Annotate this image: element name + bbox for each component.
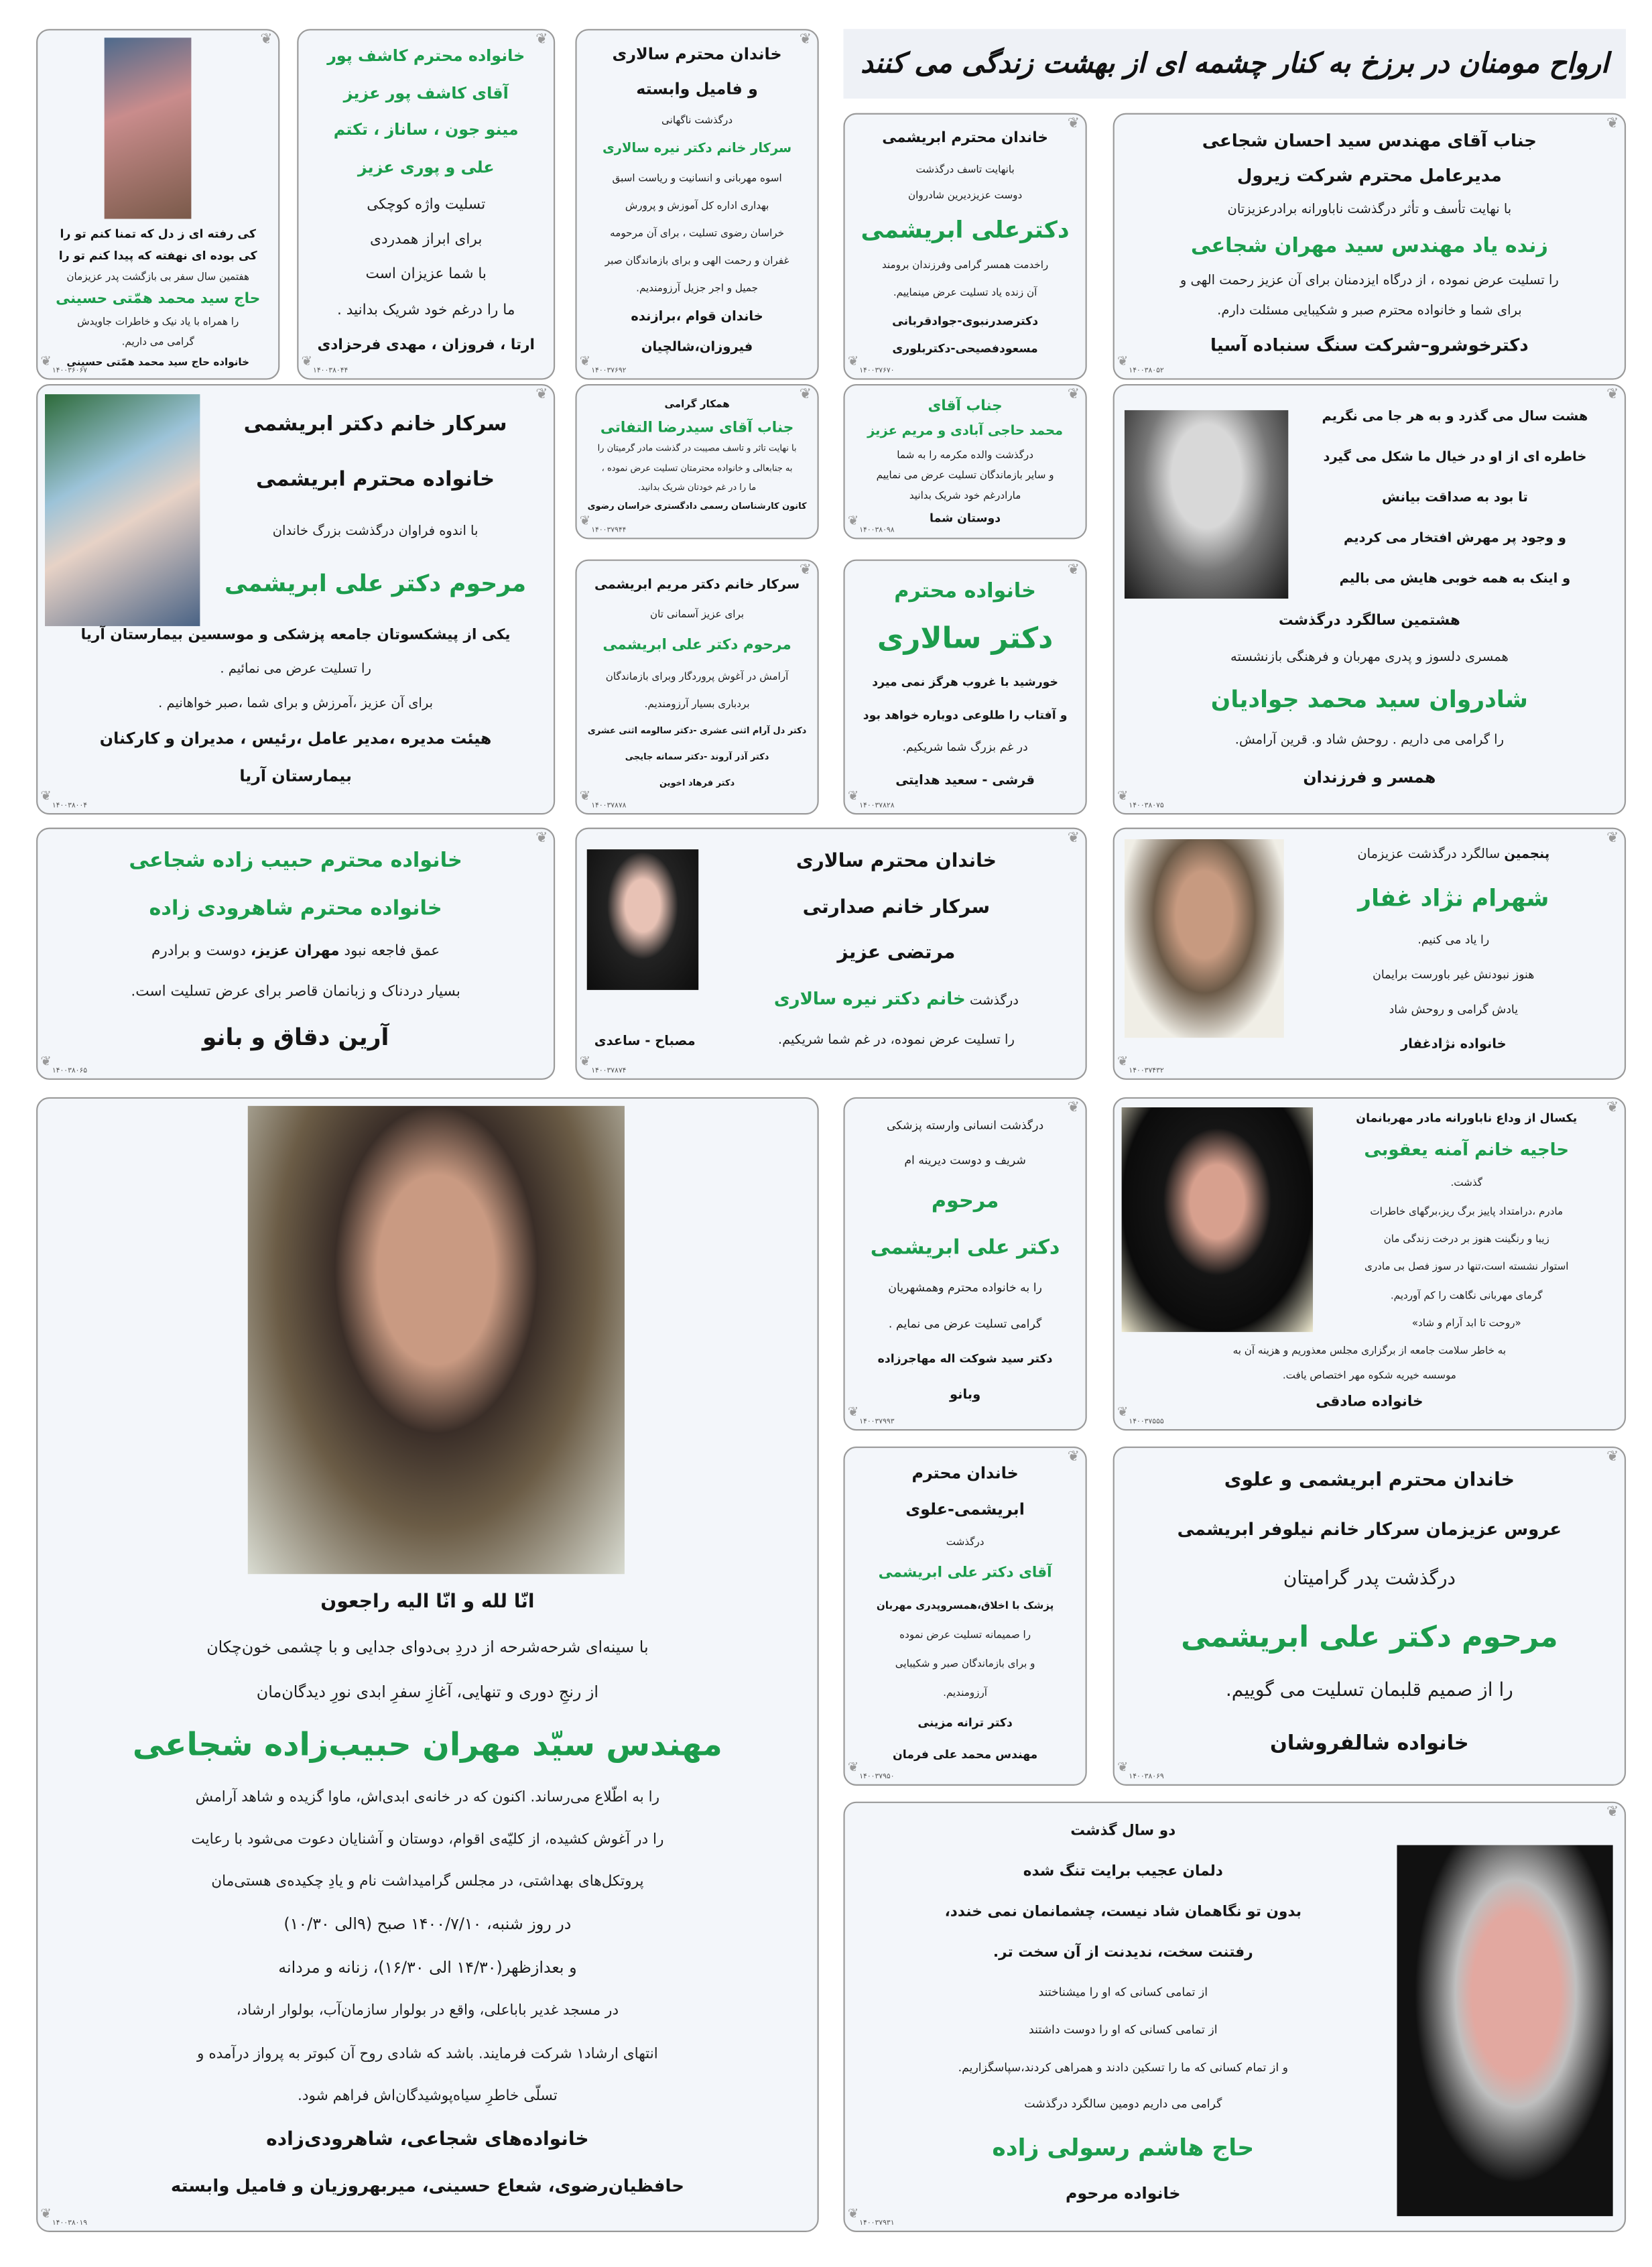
notice-nejadghaffar — [1113, 828, 1626, 1080]
deceased-name: سرکار خانم دکتر نیره سالاری — [602, 142, 792, 158]
notice-line: برای آن عزیز ،آمرزش و برای شما ،صبر خواهانیم . — [158, 696, 434, 711]
deceased-name: مرحوم — [931, 1190, 999, 1213]
notice-daghagh — [36, 828, 555, 1080]
notice-line: ما را در غم خودتان شریک بدانید. — [637, 482, 757, 493]
ad-code: ۱۴۰۰۳۷۹۵۰ — [859, 1772, 895, 1782]
notice-abrishami-1 — [843, 113, 1086, 380]
ad-code: ۱۴۰۰۳۷۸۷۸ — [591, 801, 627, 810]
notice-title: علی و پوری عزیز — [357, 158, 495, 177]
notice-line: را تسلیت عرض نموده ، از درگاه ایزدمنان برای آن عزیز رحمت الهی و — [1180, 273, 1559, 288]
notice-line: همسری دلسوز و پدری مهربان و فرهنگی بازنشسته — [1230, 650, 1509, 666]
notice-line: تسلّی خاطرِ سیاه‌پوشیدگان‌اش فراهم شود. — [297, 2088, 558, 2104]
deceased-name: مرحوم دکتر علی ابریشمی — [224, 570, 527, 598]
ornament-icon: ❦ — [847, 1406, 859, 1421]
ornament-icon: ❦ — [1067, 1449, 1080, 1466]
signature: همسر و فرزندان — [1303, 768, 1436, 788]
deceased-name: حاجیه خانم آمنه یعقوبی — [1364, 1139, 1570, 1160]
ornament-icon: ❦ — [1067, 830, 1080, 847]
signature: دکتر دل آرام اثنی عشری -دکتر سالومه اثنی عشری — [587, 725, 807, 736]
notice-title: انّا لله و انّا الیه راجعون — [320, 1591, 535, 1613]
ad-code: ۱۴۰۰۳۸۰۶۵ — [52, 1066, 88, 1076]
notice-title: سرکار خانم صدارتی — [802, 897, 991, 919]
notice-line: را گرامی می داریم . روحش شاد و. قرین آرامش. — [1234, 734, 1504, 749]
notice-title: خانواده محترم شاهرودی زاده — [149, 897, 442, 920]
notice-title: مرتضی عزیز — [837, 942, 956, 965]
ornament-icon: ❦ — [40, 2207, 52, 2222]
ornament-icon: ❦ — [40, 1055, 52, 1070]
ad-code: ۱۴۰۰۳۷۸۲۸ — [859, 801, 895, 810]
signature: دکتر آذر آروند -دکتر سمانه جایجی — [625, 752, 769, 763]
deceased-photo — [1397, 1845, 1612, 2217]
notice-title: جناب آقای سیدرضا التفاتی — [600, 420, 794, 436]
notice-shalforoushan — [1113, 1447, 1626, 1786]
poem-line: و اینک به همه خوبی هایش می بالیم — [1339, 572, 1571, 587]
signature: دکترخوشرو–شرکت سنگ سنباده آسیا — [1210, 334, 1529, 355]
notice-line: یادش گرامی و روحش شاد — [1389, 1003, 1519, 1017]
notice-line: برای عزیز آسمانی تان — [650, 609, 745, 621]
notice-hemmati — [36, 29, 279, 379]
ad-code: ۱۴۰۰۳۷۹۴۴ — [591, 526, 627, 535]
ad-code: ۱۴۰۰۳۸۰۵۲ — [1129, 367, 1164, 376]
ad-code: ۱۴۰۰۳۸۰۶۹ — [1129, 1772, 1164, 1782]
notice-line: موسسه خیریه شکوه مهر اختصاص یافت. — [1282, 1369, 1456, 1382]
notice-line — [1357, 849, 1549, 863]
notice-line: و از تمام کسانی که ما را تسکین دادند و همراهی کردند،سپاسگزاریم. — [958, 2061, 1288, 2074]
poem-line: بدون تو نگاهمان شاد نیست، چشمانمان نمی خندد، — [944, 1904, 1301, 1921]
notice-mehran-shojaei — [36, 1097, 819, 2232]
deceased-name: مهندس سیّد مهران حبیب‌زاده شجاعی — [132, 1727, 722, 1764]
notice-javadian — [1113, 384, 1626, 814]
ornament-icon: ❦ — [1606, 115, 1619, 132]
notice-line: به جنابعالی و خانواده محترمتان تسلیت عرض نموده ، — [601, 463, 793, 474]
signature: خانواده شالفروشان — [1269, 1731, 1469, 1756]
signature: کانون کارشناسان رسمی دادگستری خراسان رضوی — [587, 501, 807, 512]
signature: حافظیان‌رضوی، شعاع حسینی، میربهروزیان و فامیل وابسته — [170, 2176, 684, 2197]
notice-eltefati — [575, 384, 818, 539]
notice-title: خانواده محترم — [894, 579, 1037, 603]
notice-line: هنوز نبودنش غیر باورست برایمان — [1373, 968, 1535, 981]
notice-line: برای ابراز همدردی — [370, 231, 483, 248]
notice-title: خاندان محترم — [911, 1463, 1019, 1483]
ornament-icon: ❦ — [1067, 115, 1080, 132]
poem-line: خاطره ای از او در خیال ما شکل می گیرد — [1323, 450, 1587, 465]
notice-line: هشتمین سالگرد درگذشت — [1278, 613, 1460, 629]
signature: دکترصدرنبوی-جوادقربانی — [892, 314, 1039, 327]
poem-line: تا بود به صداقت بیانش — [1382, 491, 1528, 506]
ornament-icon: ❦ — [1117, 790, 1129, 805]
deceased-photo — [1122, 1107, 1313, 1332]
ceremony-time: و بعدازظهر(۱۴/۳۰ الی ۱۶/۳۰)، زنانه و مردانه — [278, 1958, 577, 1977]
text-fragment: دوست و برادرم — [151, 944, 251, 961]
notice-line: گرامی می داریم. — [121, 336, 194, 349]
signature: خانواده نژادغفار — [1400, 1038, 1507, 1053]
notice-title: خانواده محترم ابریشمی — [256, 469, 495, 493]
signature: دکتر فرهاد اخوین — [659, 778, 735, 789]
page-header-banner — [843, 29, 1626, 99]
notice-line: به خاطر سلامت جامعه از برگزاری مجلس معذوریم و هزینه آن به — [1232, 1344, 1507, 1356]
notice-title: سرکار خانم دکتر ابریشمی — [243, 413, 507, 437]
notice-title: ابریشمی-علوی — [905, 1499, 1025, 1519]
notice-yaghoubi — [1113, 1097, 1626, 1430]
poem-line: زیبا و رنگینت هنوز بر درخت زندگی مان — [1383, 1233, 1549, 1245]
ornament-icon: ❦ — [260, 32, 273, 48]
notice-line: مارادرغم خود شریک بدانید — [909, 490, 1021, 502]
notice-line: برای شما و خانواده محترم صبر و شکیبایی مسئلت دارم. — [1217, 304, 1522, 320]
notice-line: درگذشت ناگهانی — [661, 115, 733, 127]
notice-title: خاندان محترم ابریشمی — [882, 131, 1049, 147]
ornament-icon: ❦ — [1606, 1449, 1619, 1466]
notice-line — [774, 990, 1019, 1010]
name-fragment: مهران عزیز، — [250, 944, 340, 961]
ad-code: ۱۴۰۰۳۷۸۷۴ — [591, 1066, 627, 1076]
ornament-icon: ❦ — [579, 355, 591, 370]
notice-line: را یاد می کنیم. — [1417, 933, 1490, 946]
deceased-name: خانم دکتر نیره سالاری — [773, 988, 966, 1009]
notice-line: تسلیت واژه کوچکی — [367, 196, 486, 212]
notice-line: پزشک با اخلاق،همسروپدری مهربان — [876, 1600, 1054, 1612]
signature: مسعودفصیحی-دکتربلوری — [892, 343, 1038, 356]
notice-title: و فامیل وابسته — [636, 79, 758, 99]
ad-code: ۱۴۰۰۳۶۰۶۷ — [52, 367, 88, 376]
notice-line: را تسلیت عرض نموده، در غم شما شریکیم. — [777, 1034, 1015, 1049]
notice-line: از تمامی کسانی که او را میشناختند — [1038, 1986, 1208, 2000]
deceased-photo — [248, 1106, 625, 1574]
ad-code: ۱۴۰۰۳۸۰۱۹ — [52, 2219, 88, 2228]
notice-line: را به اطّلاع می‌رساند. اکنون که در خانه‌ی ابدی‌اش، ماوا گزیده و شاهد آرامش — [195, 1789, 660, 1806]
signature: خانواده حاج سید محمد همّتی حسینی — [66, 356, 250, 369]
deceased-name: دکترعلی ابریشمی — [861, 216, 1070, 244]
ornament-icon: ❦ — [535, 32, 548, 48]
poem-line: دو سال گذشت — [1070, 1823, 1176, 1840]
notice-line: خراسان رضوی تسلیت ، برای آن مرحومه — [610, 228, 785, 240]
deceased-name: دکتر علی ابریشمی — [870, 1235, 1060, 1259]
notice-line: بردباری بسیار آرزومندیم. — [644, 698, 750, 711]
deceased-name: مرحوم دکتر علی ابریشمی — [1181, 1618, 1558, 1654]
notice-line: با نهایت تأسف و تأثر درگذشت ناباورانه برادرعزیزتان — [1227, 203, 1512, 218]
signature: هیئت مدیره ،مدیر عامل ،رئیس ، مدیران و کارکنان — [99, 729, 492, 748]
poem-line: استوار نشسته است،تنها در سوز فصل بی مادری — [1364, 1262, 1569, 1274]
deceased-name: حاج سید محمد همّتی حسینی — [56, 291, 261, 308]
ornament-icon: ❦ — [40, 355, 52, 370]
ad-code: ۱۴۰۰۳۷۴۳۲ — [1129, 1066, 1164, 1076]
notice-sedarati — [575, 828, 1086, 1080]
notice-shojaei-ehsan — [1113, 113, 1626, 380]
deceased-name: زنده یاد مهندس سید مهران شجاعی — [1190, 234, 1548, 258]
notice-line: بانهایت تاسف درگذشت — [915, 163, 1015, 175]
notice-line: را صمیمانه تسلیت عرض نموده — [899, 1629, 1031, 1641]
notice-line: و آفتاب را طلوعی دوباره خواهد بود — [863, 708, 1068, 721]
notice-line: را به خانواده محترم وهمشهریان — [888, 1281, 1042, 1295]
ornament-icon: ❦ — [847, 790, 859, 805]
ornament-icon: ❦ — [579, 1055, 591, 1070]
signature: دوستان شما — [930, 511, 1001, 524]
ad-code: ۱۴۰۰۳۷۶۷۰ — [859, 367, 895, 376]
signature: وبانو — [949, 1388, 981, 1403]
notice-line: آرامش در آغوش پروردگار وبرای بازماندگان — [605, 670, 789, 683]
ornament-icon: ❦ — [847, 2207, 859, 2222]
ornament-icon: ❦ — [535, 387, 548, 404]
notice-title: آقای کاشف پور عزیز — [343, 84, 509, 103]
deceased-photo — [105, 38, 192, 219]
notice-line: با اندوه فراوان درگذشت بزرگ خاندان — [272, 524, 479, 540]
notice-line: هفتمین سال سفر بی بازگشت پدر عزیزمان — [66, 271, 250, 283]
notice-line: را در آغوش کشیده، از کلیّه‌ی اقوام، دوستان و آشنایان دعوت می‌شود با رعایت — [191, 1831, 664, 1848]
notice-line: یکی از پیشکسوتان جامعه پزشکی و موسسین بیمارستان آریا — [80, 627, 511, 644]
notice-title: خانواده محترم کاشف پور — [327, 47, 525, 66]
deceased-name: حاج هاشم رسولی زاده — [992, 2134, 1255, 2162]
ornament-icon: ❦ — [1117, 355, 1129, 370]
signature: ارتا ، فروزان ، مهدی فرحزادی — [317, 337, 535, 354]
notice-line: راخدمت همسر گرامی وفرزندان برومند — [881, 259, 1049, 271]
poem-line: مادرم ،درامتداد پاییز برگ ریز،برگهای خاطرات — [1370, 1205, 1564, 1217]
signature: خانواده مرحوم — [1065, 2184, 1181, 2203]
notice-title: عروس عزیزمان سرکار خانم نیلوفر ابریشمی — [1177, 1520, 1562, 1540]
notice-mohajerzadeh — [843, 1097, 1086, 1430]
notice-title: محمد حاجی آبادی و مریم عزیز — [867, 424, 1064, 440]
ad-code: ۱۴۰۰۳۷۹۹۳ — [859, 1417, 895, 1426]
poem-line: و وجود پر مهرش افتخار می کردیم — [1343, 532, 1566, 546]
poem-line: گرمای مهربانی نگاهت را کم آوردیم. — [1390, 1290, 1543, 1302]
notice-hajiabadi — [843, 384, 1086, 539]
notice-line: را از صمیم قلبمان تسلیت می گوییم. — [1225, 1680, 1513, 1703]
notice-title: مدیرعامل محترم شرکت زیرول — [1236, 166, 1502, 186]
signature: خانواده‌های شجاعی، شاهرودی‌زاده — [266, 2128, 589, 2151]
ornament-icon: ❦ — [847, 1761, 859, 1776]
notice-line: انتهای ارشاد۱ شرکت فرمایند. باشد که شادی روح آن کبوتر به پرواز درآمده و — [197, 2046, 658, 2062]
notice-line: با نهایت تاثر و تاسف مصیبت در گذشت مادر گرمیتان را — [597, 444, 797, 454]
notice-line: گرامی می داریم دومین سالگرد درگذشت — [1024, 2097, 1222, 2111]
signature: بیمارستان آریا — [239, 766, 352, 786]
poem-line: «روحت تا ابد آرام و شاد» — [1411, 1317, 1521, 1330]
notice-title: مینو جون ، ساناز ، تکتم — [333, 121, 519, 140]
notice-line: دوست عزیزدیرین شادروان — [908, 190, 1023, 202]
poem-line: هشت سال می گذرد و به هر جا می نگریم — [1322, 410, 1588, 425]
signature: فیروزان،شالچیان — [641, 341, 753, 355]
ceremony-date: در روز شنبه، ۱۴۰۰/۷/۱۰ صبح (۹الی ۱۰/۳۰) — [283, 1914, 572, 1934]
notice-line: را تسلیت عرض می نمائیم . — [220, 662, 371, 678]
signature: آرین دقاق و بانو — [202, 1024, 389, 1052]
notice-line: از رنجِ دوری و تنهایی، آغازِ سفرِ ابدی نورِ دیدگان‌مان — [256, 1682, 598, 1701]
notice-line: از تمامی کسانی که او را دوست داشتند — [1029, 2023, 1218, 2037]
notice-line: در غم بزرگ شما شریکیم. — [902, 741, 1028, 754]
signature: قرشی - سعید هدایتی — [895, 774, 1035, 789]
ornament-icon: ❦ — [1067, 562, 1080, 578]
ad-code: ۱۴۰۰۳۷۶۹۲ — [591, 367, 627, 376]
notice-mozayeni — [843, 1447, 1086, 1786]
ad-code: ۱۴۰۰۳۷۹۳۱ — [859, 2219, 895, 2228]
notice-title: جناب آقای — [928, 398, 1003, 415]
ceremony-location: در مسجد غدیر باباعلی، واقع در بولوار سازمان‌آب، بولوار ارشاد، — [236, 2004, 619, 2020]
poem-line: کی بوده ای نهفته که پیدا کنم تو را — [58, 249, 257, 263]
notice-line: و برای بازماندگان صبر و شکیبایی — [895, 1658, 1035, 1670]
ornament-icon: ❦ — [1606, 830, 1619, 847]
text-fragment: سالگرد درگذشت عزیزمان — [1357, 848, 1501, 863]
ornament-icon: ❦ — [847, 355, 859, 370]
deceased-photo — [587, 849, 698, 990]
poem-line: دلمان عجیب برایت تنگ شده — [1023, 1864, 1223, 1881]
ornament-icon: ❦ — [40, 790, 52, 805]
notice-title: خانواده محترم حبیب زاده شجاعی — [129, 849, 462, 873]
ad-code: ۱۴۰۰۳۸۰۴۴ — [313, 367, 348, 376]
notice-maryam-abrishami — [575, 560, 818, 815]
notice-line: گرامی تسلیت عرض می نمایم . — [888, 1316, 1042, 1331]
signature: دکتر ترانه مزینی — [917, 1717, 1013, 1730]
notice-aria-hospital — [36, 384, 555, 814]
ornament-icon: ❦ — [799, 387, 812, 404]
notice-line: آرزومندیم. — [943, 1687, 988, 1699]
signature: خانواده صادقی — [1316, 1394, 1423, 1410]
text-fragment: پنجمین — [1504, 848, 1550, 863]
ornament-icon: ❦ — [1117, 1406, 1129, 1421]
notice-title: خاندان محترم ابریشمی و علوی — [1224, 1469, 1515, 1491]
notice-salari-1 — [575, 29, 818, 379]
ornament-icon: ❦ — [301, 355, 313, 370]
notice-line: گذشت. — [1450, 1177, 1483, 1189]
notice-line: شریف و دوست دیرینه ام — [904, 1154, 1026, 1168]
ad-code: ۱۴۰۰۳۸۰۰۴ — [52, 801, 88, 810]
ornament-icon: ❦ — [1117, 1761, 1129, 1776]
notice-line: را همراه با یاد نیک و خاطرات جاویدش — [77, 316, 239, 328]
deceased-name: آقای دکتر علی ابریشمی — [878, 1566, 1052, 1583]
ornament-icon: ❦ — [1606, 387, 1619, 404]
notice-line: بسیار دردناک و زبانمان قاصر برای عرض تسلیت است. — [131, 985, 460, 1001]
notice-line: بهداری اداره کل آموزش و پرورش — [625, 200, 769, 212]
notice-line: ما را درغم خود شریک بدانید . — [337, 302, 515, 318]
poem-line: کی رفته ای ز دل که تمنا کنم تو را — [60, 227, 256, 241]
ornament-icon: ❦ — [1117, 1055, 1129, 1070]
notice-line: درگذشت انسانی وارسته پزشکی — [886, 1118, 1044, 1132]
poem-line: رفتنت سخت، ندیدنت از آن سخت تر. — [993, 1945, 1253, 1962]
ornament-icon: ❦ — [579, 514, 591, 530]
deceased-photo — [1125, 839, 1284, 1038]
deceased-photo — [1125, 410, 1288, 599]
notice-title: جناب آقای مهندس سید احسان شجاعی — [1202, 129, 1537, 150]
notice-line — [151, 944, 440, 961]
notice-line: درگذشت والده مکرمه را به شما — [897, 448, 1033, 461]
notice-line: درگذشت — [946, 1536, 984, 1549]
signature: دکتر سید شوکت اله مهاجرزاده — [877, 1353, 1053, 1366]
notice-line: خورشید با غروب هرگز نمی میرد — [872, 675, 1058, 688]
header-title: ارواح مومنان در برزخ به کنار چشمه ای از بهشت زندگی می کنند — [861, 48, 1609, 80]
notice-line: غفران و رحمت الهی و برای بازماندگان صبر — [605, 255, 789, 267]
text-fragment: عمق فاجعه نبود — [339, 944, 440, 961]
notice-title: خاندان محترم سالاری — [612, 45, 782, 65]
notice-title: دکتر سالاری — [877, 621, 1054, 656]
ornament-icon: ❦ — [847, 514, 859, 530]
notice-salari-2 — [843, 560, 1086, 815]
ornament-icon: ❦ — [1606, 1804, 1619, 1821]
signature: خاندان قوام ،برازنده — [631, 310, 763, 325]
ornament-icon: ❦ — [535, 830, 548, 847]
notice-line: با سینه‌ای شرحه‌شرحه از دردِ بی‌دوای جدایی و با چشمی خون‌چکان — [206, 1638, 649, 1658]
deceased-name: شادروان سید محمد جوادیان — [1210, 685, 1528, 713]
notice-line: اسوه مهربانی و انسانیت و ریاست اسبق — [612, 173, 782, 185]
deceased-name: شهرام نژاد غفار — [1358, 883, 1549, 912]
ornament-icon: ❦ — [1606, 1100, 1619, 1116]
notice-line: درگذشت پدر گرامیتان — [1283, 1568, 1456, 1591]
ornament-icon: ❦ — [799, 32, 812, 48]
notice-line: با شما عزیزان است — [365, 267, 487, 284]
ornament-icon: ❦ — [1067, 387, 1080, 404]
notice-title: یکسال از وداع ناباورانه مادر مهربانمان — [1356, 1111, 1578, 1125]
ornament-icon: ❦ — [799, 562, 812, 578]
ornament-icon: ❦ — [1067, 1100, 1080, 1116]
ad-code: ۱۴۰۰۳۷۵۵۵ — [1129, 1417, 1164, 1426]
deceased-name: مرحوم دکتر علی ابریشمی — [602, 637, 791, 654]
notice-kashefpour — [297, 29, 555, 379]
notice-title: خاندان محترم سالاری — [796, 851, 997, 873]
ornament-icon: ❦ — [579, 790, 591, 805]
notice-title: سرکار خانم دکتر مریم ابریشمی — [594, 578, 800, 593]
deceased-photo — [45, 394, 200, 626]
notice-rasoulizadeh — [843, 1802, 1626, 2232]
ad-code: ۱۴۰۰۳۸۰۷۵ — [1129, 801, 1164, 810]
text-fragment: درگذشت — [965, 994, 1019, 1009]
signature: مصباح - ساعدی — [594, 1034, 696, 1050]
notice-line: آن زنده یاد تسلیت عرض مینماییم. — [893, 286, 1037, 299]
notice-line: جمیل و اجر جزیل آرزومندیم. — [636, 282, 759, 295]
notice-line: پروتکل‌های بهداشتی، در مجلس گرامیداشت نام و یادِ چکیده‌ی هستی‌مان — [211, 1874, 644, 1890]
signature: مهندس محمد علی فرمان — [892, 1747, 1038, 1761]
notice-line: همکار گرامی — [664, 398, 730, 411]
notice-line: و سایر بازماندگان تسلیت عرض می نماییم — [876, 469, 1054, 481]
ad-code: ۱۴۰۰۳۸۰۹۸ — [859, 526, 895, 535]
